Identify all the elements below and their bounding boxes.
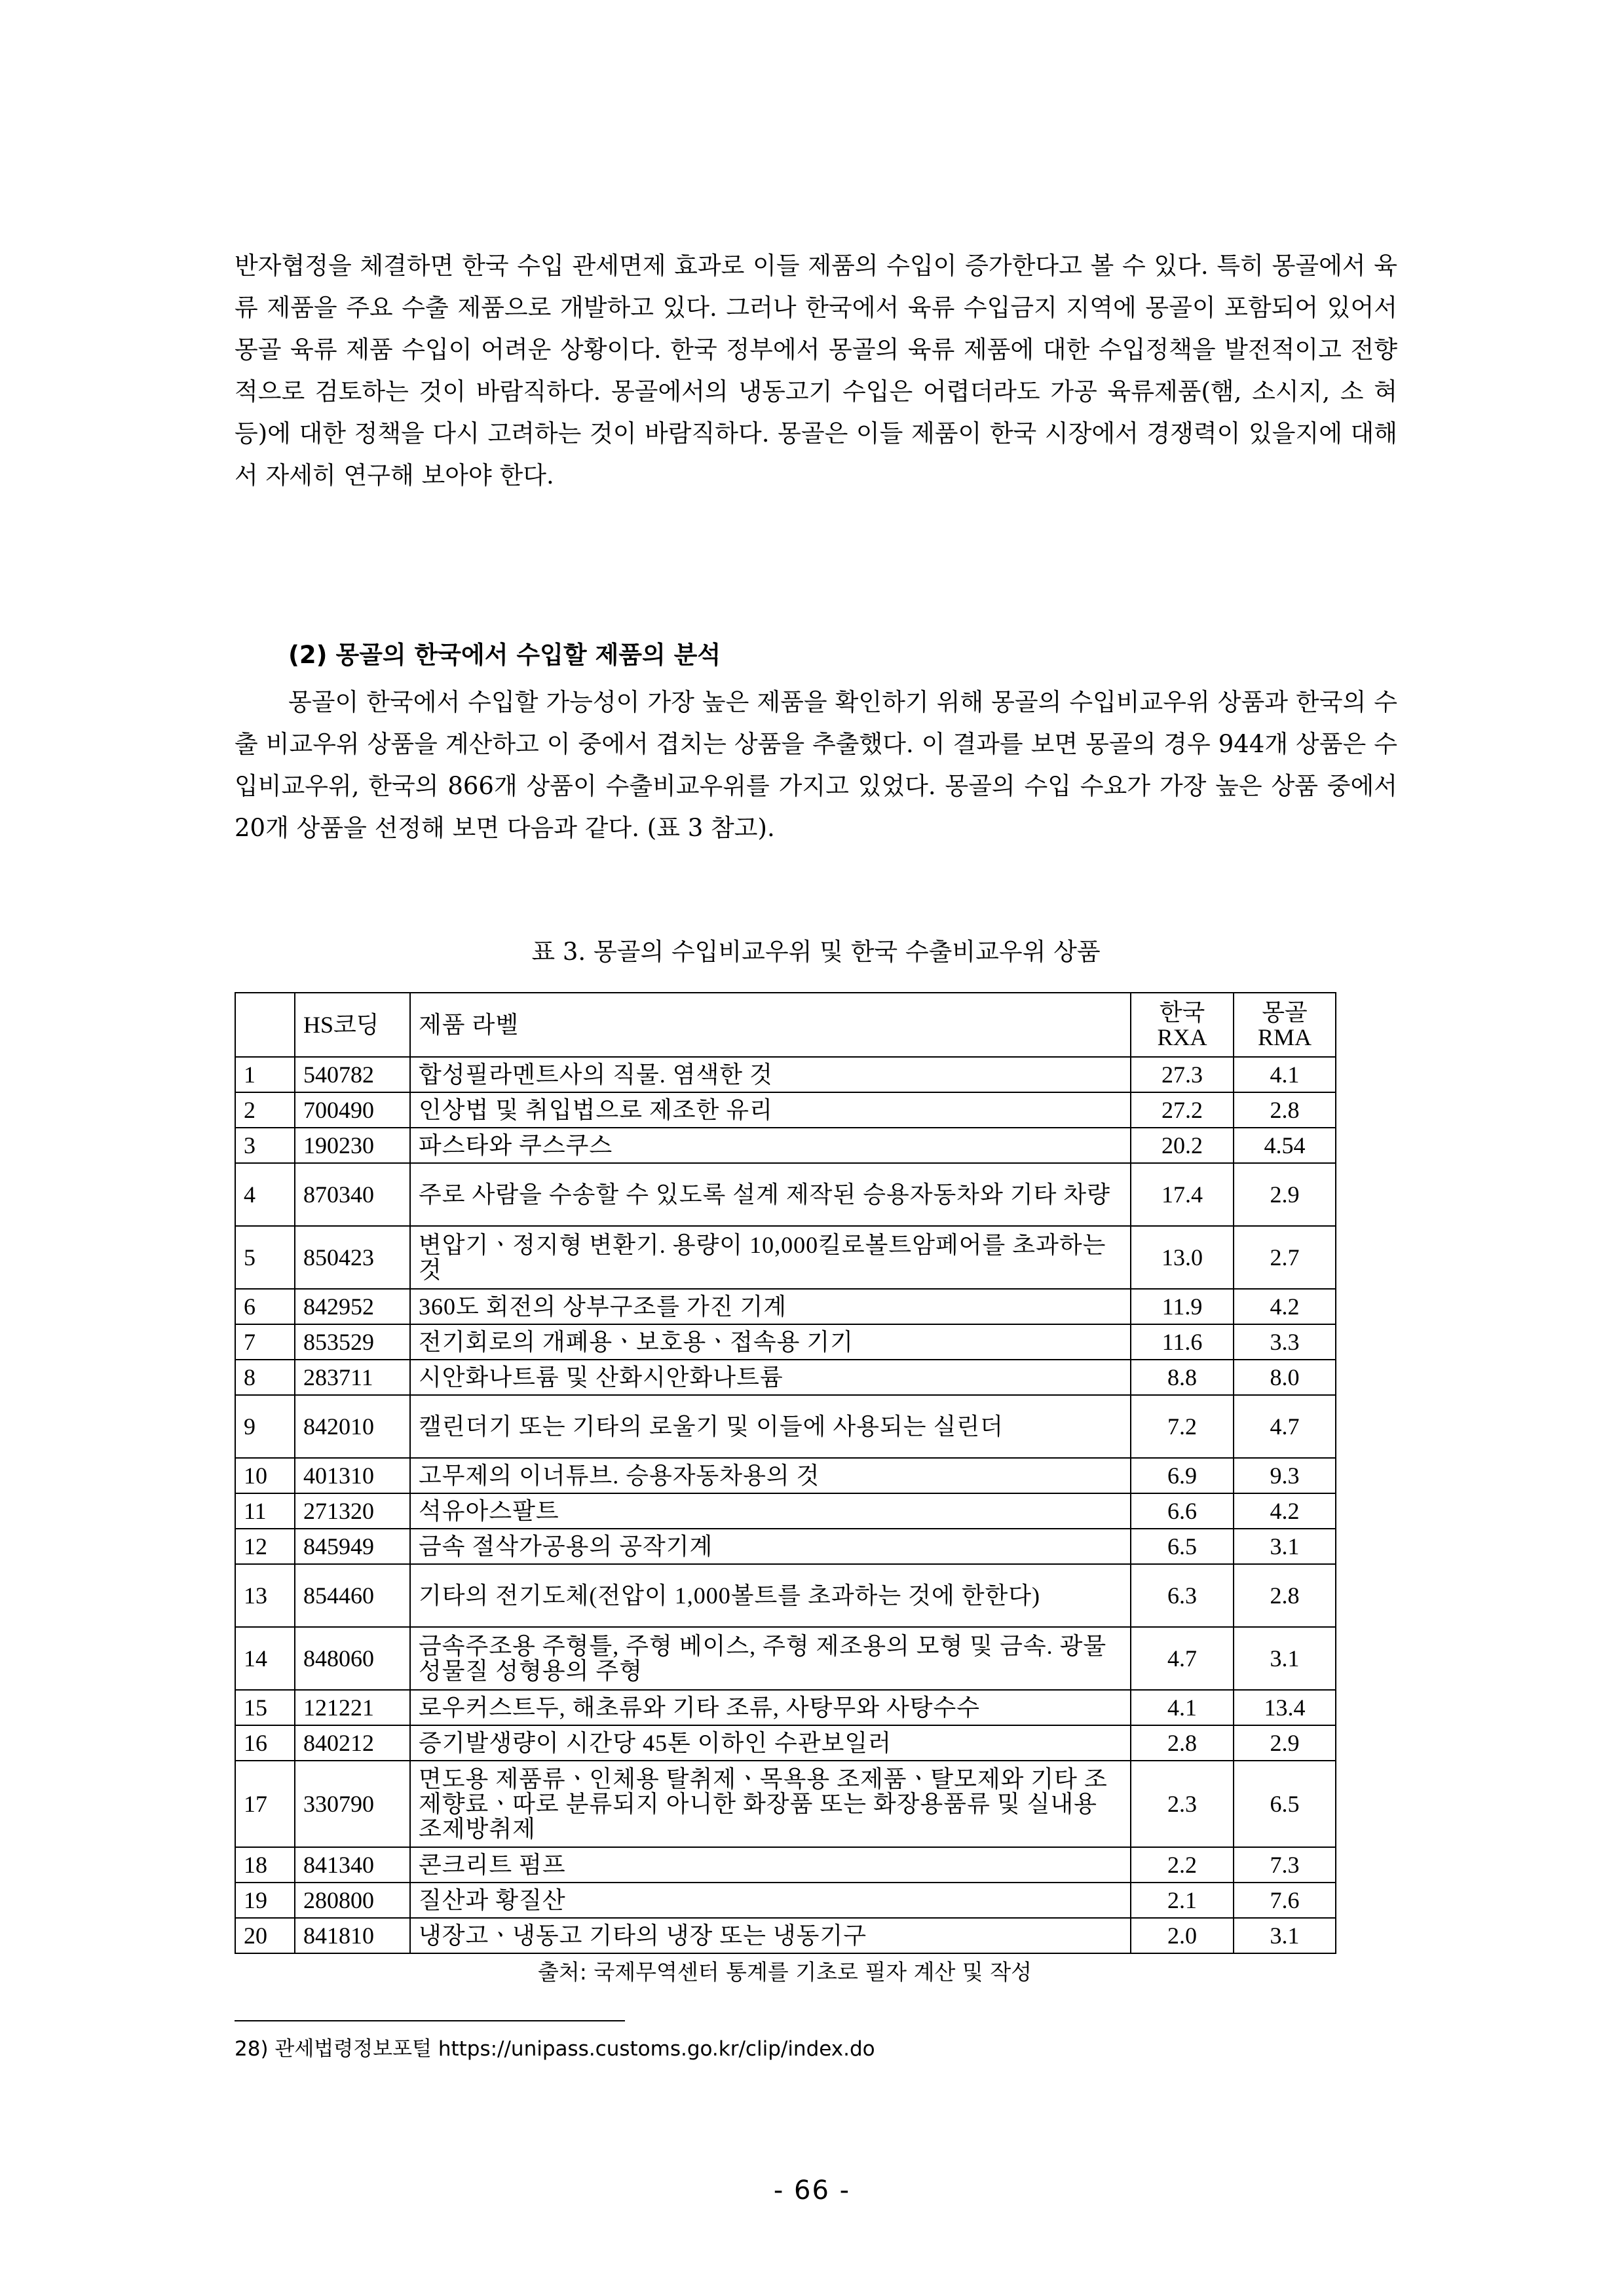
hs-code-cell: 540782 bbox=[295, 1057, 410, 1092]
row-number: 16 bbox=[235, 1725, 295, 1761]
row-number: 10 bbox=[235, 1458, 295, 1493]
header-mongolia-rma bbox=[1234, 993, 1336, 1057]
product-label-cell: 파스타와 쿠스쿠스 bbox=[410, 1128, 1131, 1163]
mongolia-rma-cell: 13.4 bbox=[1234, 1690, 1336, 1725]
hs-code-cell: 841340 bbox=[295, 1847, 410, 1883]
hs-code-cell: 190230 bbox=[295, 1128, 410, 1163]
hs-code-cell: 401310 bbox=[295, 1458, 410, 1493]
korea-rxa-cell: 13.0 bbox=[1131, 1226, 1234, 1289]
product-label-cell: 콘크리트 펌프 bbox=[410, 1847, 1131, 1883]
body-paragraph: 반자협정을 체결하면 한국 수입 관세면제 효과로 이들 제품의 수입이 증가한다고 볼 수 있다. 특히 몽골에서 육류 제품을 주요 수출 제품으로 개발하고 있다. 그러나 한국에서 육류 수입금지 지역에 몽골이 포함되어 있어서 몽골 육류 제품 수입이 어려운 상황이다. 한국 정부에서 몽골의 육류 제품에 대한 수입정책을 발전적이고 전향적으로 검토하는 것이 바람직하다. 몽골에서의 냉동고기 수입은 어렵더라도 가공 육류제품(햄, 소시지, 소 혀 등)에 대한 정책을 다시 고려하는 것이 바람직하다. 몽골은 이들 제품이 한국 시장에서 경쟁력이 있을지에 대해서 자세히 연구해 보아야 한다. bbox=[235, 252, 1397, 489]
table-row bbox=[235, 1761, 1336, 1847]
header-number bbox=[235, 993, 295, 1057]
row-number: 8 bbox=[235, 1360, 295, 1395]
table-row bbox=[235, 1493, 1336, 1529]
mongolia-rma-cell: 2.8 bbox=[1234, 1092, 1336, 1128]
product-label-cell: 캘린더기 또는 기타의 로울기 및 이들에 사용되는 실린더 bbox=[410, 1395, 1131, 1458]
mongolia-rma-cell: 2.8 bbox=[1234, 1564, 1336, 1627]
table-row bbox=[235, 1918, 1336, 1953]
row-number: 13 bbox=[235, 1564, 295, 1627]
table-source-note: 출처: 국제무역센터 통계를 기초로 필자 계산 및 작성 bbox=[538, 1959, 1032, 1985]
hs-code-cell: 700490 bbox=[295, 1092, 410, 1128]
product-label-cell: 면도용 제품류ㆍ인체용 탈취제ㆍ목욕용 조제품ㆍ탈모제와 기타 조제향료ㆍ따로 분류되지 아니한 화장품 또는 화장용품류 및 실내용 조제방취제 bbox=[410, 1761, 1131, 1847]
mongolia-rma-cell: 9.3 bbox=[1234, 1458, 1336, 1493]
mongolia-rma-cell: 2.7 bbox=[1234, 1226, 1336, 1289]
product-label-cell: 전기회로의 개폐용ㆍ보호용ㆍ접속용 기기 bbox=[410, 1324, 1131, 1360]
table-row bbox=[235, 1690, 1336, 1725]
hs-code-cell: 870340 bbox=[295, 1163, 410, 1226]
row-number: 18 bbox=[235, 1847, 295, 1883]
product-label-cell: 질산과 황질산 bbox=[410, 1883, 1131, 1918]
product-table bbox=[235, 992, 1336, 1954]
section-heading: (2) 몽골의 한국에서 수입할 제품의 분석 bbox=[288, 641, 721, 669]
hs-code-cell: 848060 bbox=[295, 1627, 410, 1690]
table-row bbox=[235, 1360, 1336, 1395]
table-row bbox=[235, 1847, 1336, 1883]
product-label-cell: 360도 회전의 상부구조를 가진 기계 bbox=[410, 1289, 1131, 1324]
mongolia-rma-cell: 2.9 bbox=[1234, 1725, 1336, 1761]
table-row bbox=[235, 1627, 1336, 1690]
hs-code-cell: 845949 bbox=[295, 1529, 410, 1564]
row-number: 6 bbox=[235, 1289, 295, 1324]
korea-rxa-cell: 27.3 bbox=[1131, 1057, 1234, 1092]
body-paragraph: 몽골이 한국에서 수입할 가능성이 가장 높은 제품을 확인하기 위해 몽골의 수입비교우위 상품과 한국의 수출 비교우위 상품을 계산하고 이 중에서 겹치는 상품을 추출했다. 이 결과를 보면 몽골의 경우 944개 상품은 수입비교우위, 한국의 866개 상품이 수출비교우위를 가지고 있었다. 몽골의 수입 수요가 가장 높은 상품 중에서 20개 상품을 선정해 보면 다음과 같다. (표 3 참고). bbox=[235, 688, 1397, 842]
table-row bbox=[235, 1057, 1336, 1092]
hs-code-cell: 840212 bbox=[295, 1725, 410, 1761]
row-number: 4 bbox=[235, 1163, 295, 1226]
hs-code-cell: 330790 bbox=[295, 1761, 410, 1847]
footnote: 28) 관세법령정보포털 https://unipass.customs.go.kr/clip/index.do bbox=[235, 2037, 875, 2061]
row-number: 7 bbox=[235, 1324, 295, 1360]
row-number: 3 bbox=[235, 1128, 295, 1163]
mongolia-rma-cell: 6.5 bbox=[1234, 1761, 1336, 1847]
product-label-cell: 합성필라멘트사의 직물. 염색한 것 bbox=[410, 1057, 1131, 1092]
mongolia-rma-cell: 3.1 bbox=[1234, 1529, 1336, 1564]
row-number: 19 bbox=[235, 1883, 295, 1918]
header-hs-code: HS코딩 bbox=[295, 993, 410, 1057]
page-number: - 66 - bbox=[773, 2175, 851, 2206]
product-label-cell: 변압기ㆍ정지형 변환기. 용량이 10,000킬로볼트암페어를 초과하는 것 bbox=[410, 1226, 1131, 1289]
row-number: 9 bbox=[235, 1395, 295, 1458]
table-row bbox=[235, 1725, 1336, 1761]
product-label-cell: 기타의 전기도체(전압이 1,000볼트를 초과하는 것에 한한다) bbox=[410, 1564, 1131, 1627]
table-row bbox=[235, 1529, 1336, 1564]
header-mongolia-rma-line2: RMA bbox=[1257, 1024, 1312, 1050]
table-row bbox=[235, 1226, 1336, 1289]
row-number: 11 bbox=[235, 1493, 295, 1529]
korea-rxa-cell: 27.2 bbox=[1131, 1092, 1234, 1128]
row-number: 20 bbox=[235, 1918, 295, 1953]
hs-code-cell: 841810 bbox=[295, 1918, 410, 1953]
korea-rxa-cell: 6.6 bbox=[1131, 1493, 1234, 1529]
table-row bbox=[235, 1395, 1336, 1458]
hs-code-cell: 280800 bbox=[295, 1883, 410, 1918]
mongolia-rma-cell: 4.1 bbox=[1234, 1057, 1336, 1092]
hs-code-cell: 842010 bbox=[295, 1395, 410, 1458]
korea-rxa-cell: 2.3 bbox=[1131, 1761, 1234, 1847]
header-korea-rxa-line2: RXA bbox=[1157, 1024, 1207, 1050]
mongolia-rma-cell: 8.0 bbox=[1234, 1360, 1336, 1395]
header-korea-rxa-line1: 한국 bbox=[1159, 999, 1205, 1025]
table-row bbox=[235, 1092, 1336, 1128]
mongolia-rma-cell: 4.2 bbox=[1234, 1289, 1336, 1324]
mongolia-rma-cell: 7.3 bbox=[1234, 1847, 1336, 1883]
hs-code-cell: 850423 bbox=[295, 1226, 410, 1289]
table-caption: 표 3. 몽골의 수입비교우위 및 한국 수출비교우위 상품 bbox=[531, 938, 1101, 966]
korea-rxa-cell: 2.2 bbox=[1131, 1847, 1234, 1883]
table-row bbox=[235, 1564, 1336, 1627]
table-header-row bbox=[235, 993, 1336, 1057]
korea-rxa-cell: 11.6 bbox=[1131, 1324, 1234, 1360]
mongolia-rma-cell: 2.9 bbox=[1234, 1163, 1336, 1226]
table-row bbox=[235, 1163, 1336, 1226]
header-product-label: 제품 라벨 bbox=[410, 993, 1131, 1057]
korea-rxa-cell: 6.5 bbox=[1131, 1529, 1234, 1564]
product-label-cell: 석유아스팔트 bbox=[410, 1493, 1131, 1529]
hs-code-cell: 283711 bbox=[295, 1360, 410, 1395]
product-label-cell: 시안화나트륨 및 산화시안화나트륨 bbox=[410, 1360, 1131, 1395]
row-number: 15 bbox=[235, 1690, 295, 1725]
korea-rxa-cell: 4.1 bbox=[1131, 1690, 1234, 1725]
mongolia-rma-cell: 4.7 bbox=[1234, 1395, 1336, 1458]
row-number: 5 bbox=[235, 1226, 295, 1289]
product-label-cell: 냉장고ㆍ냉동고 기타의 냉장 또는 냉동기구 bbox=[410, 1918, 1131, 1953]
korea-rxa-cell: 6.9 bbox=[1131, 1458, 1234, 1493]
footnote-divider bbox=[235, 2020, 625, 2021]
korea-rxa-cell: 2.0 bbox=[1131, 1918, 1234, 1953]
korea-rxa-cell: 7.2 bbox=[1131, 1395, 1234, 1458]
product-label-cell: 금속 절삭가공용의 공작기계 bbox=[410, 1529, 1131, 1564]
row-number: 14 bbox=[235, 1627, 295, 1690]
product-label-cell: 고무제의 이너튜브. 승용자동차용의 것 bbox=[410, 1458, 1131, 1493]
product-label-cell: 증기발생량이 시간당 45톤 이하인 수관보일러 bbox=[410, 1725, 1131, 1761]
hs-code-cell: 854460 bbox=[295, 1564, 410, 1627]
hs-code-cell: 271320 bbox=[295, 1493, 410, 1529]
mongolia-rma-cell: 7.6 bbox=[1234, 1883, 1336, 1918]
row-number: 1 bbox=[235, 1057, 295, 1092]
mongolia-rma-cell: 3.3 bbox=[1234, 1324, 1336, 1360]
korea-rxa-cell: 11.9 bbox=[1131, 1289, 1234, 1324]
korea-rxa-cell: 2.8 bbox=[1131, 1725, 1234, 1761]
row-number: 2 bbox=[235, 1092, 295, 1128]
table-row bbox=[235, 1324, 1336, 1360]
mongolia-rma-cell: 4.2 bbox=[1234, 1493, 1336, 1529]
table-row bbox=[235, 1883, 1336, 1918]
product-label-cell: 금속주조용 주형틀, 주형 베이스, 주형 제조용의 모형 및 금속. 광물성물질 성형용의 주형 bbox=[410, 1627, 1131, 1690]
row-number: 12 bbox=[235, 1529, 295, 1564]
mongolia-rma-cell: 3.1 bbox=[1234, 1627, 1336, 1690]
korea-rxa-cell: 17.4 bbox=[1131, 1163, 1234, 1226]
product-label-cell: 주로 사람을 수송할 수 있도록 설계 제작된 승용자동차와 기타 차량 bbox=[410, 1163, 1131, 1226]
korea-rxa-cell: 2.1 bbox=[1131, 1883, 1234, 1918]
header-mongolia-rma-line1: 몽골 bbox=[1262, 999, 1308, 1025]
row-number: 17 bbox=[235, 1761, 295, 1847]
korea-rxa-cell: 8.8 bbox=[1131, 1360, 1234, 1395]
korea-rxa-cell: 4.7 bbox=[1131, 1627, 1234, 1690]
hs-code-cell: 853529 bbox=[295, 1324, 410, 1360]
korea-rxa-cell: 6.3 bbox=[1131, 1564, 1234, 1627]
hs-code-cell: 121221 bbox=[295, 1690, 410, 1725]
hs-code-cell: 842952 bbox=[295, 1289, 410, 1324]
table-row bbox=[235, 1128, 1336, 1163]
table-row bbox=[235, 1289, 1336, 1324]
mongolia-rma-cell: 4.54 bbox=[1234, 1128, 1336, 1163]
korea-rxa-cell: 20.2 bbox=[1131, 1128, 1234, 1163]
product-label-cell: 로우커스트두, 해초류와 기타 조류, 사탕무와 사탕수수 bbox=[410, 1690, 1131, 1725]
product-label-cell: 인상법 및 취입법으로 제조한 유리 bbox=[410, 1092, 1131, 1128]
mongolia-rma-cell: 3.1 bbox=[1234, 1918, 1336, 1953]
header-korea-rxa bbox=[1131, 993, 1234, 1057]
table-row bbox=[235, 1458, 1336, 1493]
